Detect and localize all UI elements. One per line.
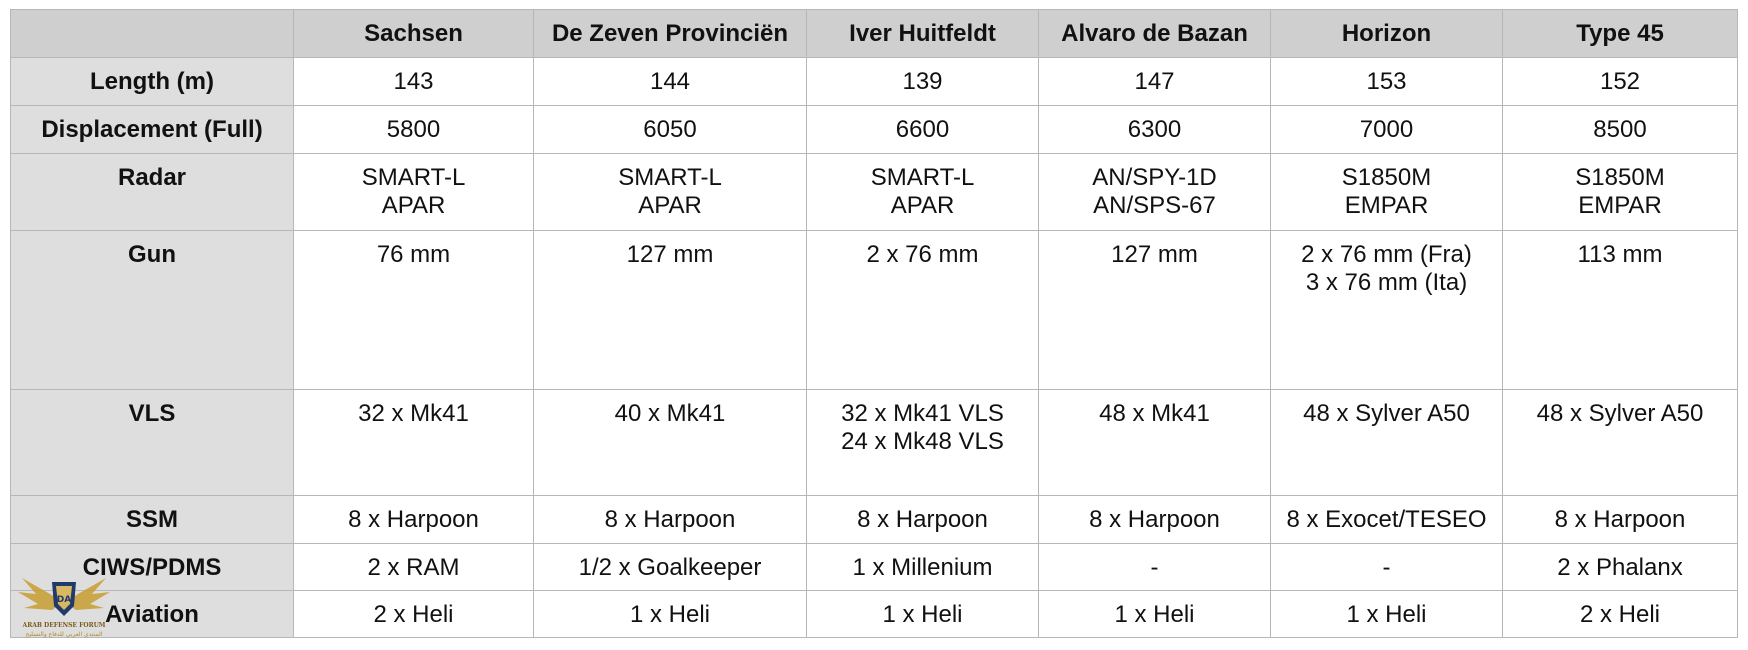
table-cell xyxy=(1271,58,1503,106)
cell-line: 152 xyxy=(1599,68,1641,95)
table-cell xyxy=(534,390,807,496)
cell-line: 8 x Harpoon xyxy=(348,506,479,533)
table-cell xyxy=(1039,390,1271,496)
table-row xyxy=(11,544,1738,591)
row-header: Displacement (Full) xyxy=(11,106,294,154)
cell-line: 143 xyxy=(393,68,434,95)
cell-line: APAR xyxy=(890,192,955,219)
cell-line: APAR xyxy=(381,192,446,219)
table-row xyxy=(11,231,1738,390)
table-cell xyxy=(1271,591,1503,638)
cell-line: 127 mm xyxy=(1111,241,1198,268)
table-cell xyxy=(1039,496,1271,544)
header-row xyxy=(11,10,1738,58)
cell-line: 76 mm xyxy=(376,241,451,268)
cell-line: 2 x Heli xyxy=(373,601,454,628)
cell-line: APAR xyxy=(638,192,702,219)
cell-line: 8 x Harpoon xyxy=(1554,506,1686,533)
cell-line: 3 x 76 mm (Ita) xyxy=(1305,269,1468,296)
comparison-table xyxy=(10,9,1738,638)
cell-line: 2 x Phalanx xyxy=(1557,554,1683,581)
row-header: Length (m) xyxy=(11,58,294,106)
cell-line: 139 xyxy=(902,68,943,95)
table-cell xyxy=(294,390,534,496)
cell-line: 1 x Heli xyxy=(629,601,711,628)
cell-line: EMPAR xyxy=(1578,192,1662,219)
table-cell xyxy=(1503,106,1738,154)
table-cell xyxy=(1503,544,1738,591)
table-cell xyxy=(534,544,807,591)
svg-text:DA: DA xyxy=(56,595,72,605)
cell-line: - xyxy=(1382,554,1391,581)
table-cell xyxy=(294,544,534,591)
table-cell xyxy=(1503,390,1738,496)
table-cell xyxy=(1503,591,1738,638)
cell-line: 5800 xyxy=(386,116,441,143)
table-row xyxy=(11,390,1738,496)
cell-line: 24 x Mk48 VLS xyxy=(841,428,1004,455)
table-cell xyxy=(294,231,534,390)
column-header: Sachsen xyxy=(294,10,534,58)
cell-line: 7000 xyxy=(1359,116,1414,143)
cell-line: 1 x Heli xyxy=(1114,601,1195,628)
table-cell xyxy=(807,231,1039,390)
table-cell xyxy=(1271,154,1503,231)
table-cell xyxy=(1039,58,1271,106)
cell-line: 48 x Sylver A50 xyxy=(1536,400,1704,427)
table-cell xyxy=(1503,231,1738,390)
table-cell xyxy=(1271,231,1503,390)
table-cell xyxy=(807,591,1039,638)
column-header: Type 45 xyxy=(1503,10,1738,58)
table-cell xyxy=(1271,544,1503,591)
column-header: Horizon xyxy=(1271,10,1503,58)
row-header: VLS xyxy=(11,390,294,496)
cell-line: 2 x 76 mm (Fra) xyxy=(1301,241,1472,268)
column-header: De Zeven Provinciën xyxy=(534,10,807,58)
table-cell xyxy=(1503,154,1738,231)
cell-line: SMART-L xyxy=(618,164,722,191)
table-cell xyxy=(534,591,807,638)
cell-line: 48 x Sylver A50 xyxy=(1303,400,1470,427)
table-row xyxy=(11,106,1738,154)
cell-line: 8 x Harpoon xyxy=(1089,506,1220,533)
cell-line: - xyxy=(1150,554,1159,581)
row-header: Radar xyxy=(11,154,294,231)
table-cell xyxy=(1503,496,1738,544)
table-cell xyxy=(294,154,534,231)
cell-line: 6050 xyxy=(643,116,697,143)
table-cell xyxy=(1503,58,1738,106)
table-cell xyxy=(807,106,1039,154)
cell-line: S1850M xyxy=(1575,164,1665,191)
cell-line: 113 mm xyxy=(1577,241,1663,268)
cell-line: 8 x Harpoon xyxy=(857,506,988,533)
cell-line: 8500 xyxy=(1593,116,1647,143)
cell-line: 147 xyxy=(1134,68,1175,95)
table-cell xyxy=(294,591,534,638)
table-cell xyxy=(807,390,1039,496)
cell-line: SMART-L xyxy=(870,164,975,191)
table-cell xyxy=(294,58,534,106)
table-cell xyxy=(534,106,807,154)
watermark-name-ar: المنتدى العربي للدفاع والتسليح xyxy=(25,631,103,638)
table-cell xyxy=(1039,154,1271,231)
cell-line: 2 x Heli xyxy=(1579,601,1661,628)
cell-line: 1 x Heli xyxy=(882,601,963,628)
cell-line: 144 xyxy=(649,68,691,95)
cell-line: 8 x Harpoon xyxy=(604,506,736,533)
cell-line: 32 x Mk41 xyxy=(358,400,469,427)
cell-line: 2 x RAM xyxy=(367,554,460,581)
table-cell xyxy=(807,496,1039,544)
cell-line: 48 x Mk41 xyxy=(1099,400,1210,427)
cell-line: 40 x Mk41 xyxy=(614,400,726,427)
row-header: CIWS/PDMS xyxy=(11,544,294,591)
table-cell xyxy=(294,496,534,544)
cell-line: 8 x Exocet/TESEO xyxy=(1286,506,1487,533)
cell-line: 153 xyxy=(1366,68,1407,95)
row-header: SSM xyxy=(11,496,294,544)
table-cell xyxy=(1039,591,1271,638)
cell-line: EMPAR xyxy=(1344,192,1429,219)
cell-line: 1/2 x Goalkeeper xyxy=(578,554,762,581)
table-cell xyxy=(1039,106,1271,154)
column-header: Iver Huitfeldt xyxy=(807,10,1039,58)
cell-line: AN/SPS-67 xyxy=(1093,192,1216,219)
table-cell xyxy=(1271,496,1503,544)
watermark-name-en: ARAB DEFENSE FORUM xyxy=(22,622,106,629)
table-cell xyxy=(534,231,807,390)
table-cell xyxy=(294,106,534,154)
cell-line: 127 mm xyxy=(626,241,714,268)
table-row xyxy=(11,58,1738,106)
cell-line: SMART-L xyxy=(361,164,466,191)
cell-line: 32 x Mk41 VLS xyxy=(841,400,1004,427)
cell-line: 1 x Heli xyxy=(1346,601,1427,628)
cell-line: 6300 xyxy=(1127,116,1182,143)
forum-watermark-logo xyxy=(14,572,114,644)
table-cell xyxy=(807,58,1039,106)
cell-line: 6600 xyxy=(895,116,950,143)
cell-line: AN/SPY-1D xyxy=(1092,164,1217,191)
table-row xyxy=(11,591,1738,638)
row-header: Aviation xyxy=(11,591,294,638)
cell-line: S1850M xyxy=(1341,164,1432,191)
corner-cell xyxy=(11,10,294,58)
table-cell xyxy=(534,154,807,231)
row-header: Gun xyxy=(11,231,294,390)
table-cell xyxy=(534,58,807,106)
column-header: Alvaro de Bazan xyxy=(1039,10,1271,58)
table-cell xyxy=(534,496,807,544)
table-cell xyxy=(807,544,1039,591)
table-cell xyxy=(807,154,1039,231)
cell-line: 1 x Millenium xyxy=(852,554,993,581)
table-cell xyxy=(1271,390,1503,496)
eagle-emblem-icon xyxy=(14,572,114,624)
cell-line: 2 x 76 mm xyxy=(866,241,979,268)
table-row xyxy=(11,154,1738,231)
table-cell xyxy=(1039,231,1271,390)
table-cell xyxy=(1039,544,1271,591)
table-row xyxy=(11,496,1738,544)
table-cell xyxy=(1271,106,1503,154)
